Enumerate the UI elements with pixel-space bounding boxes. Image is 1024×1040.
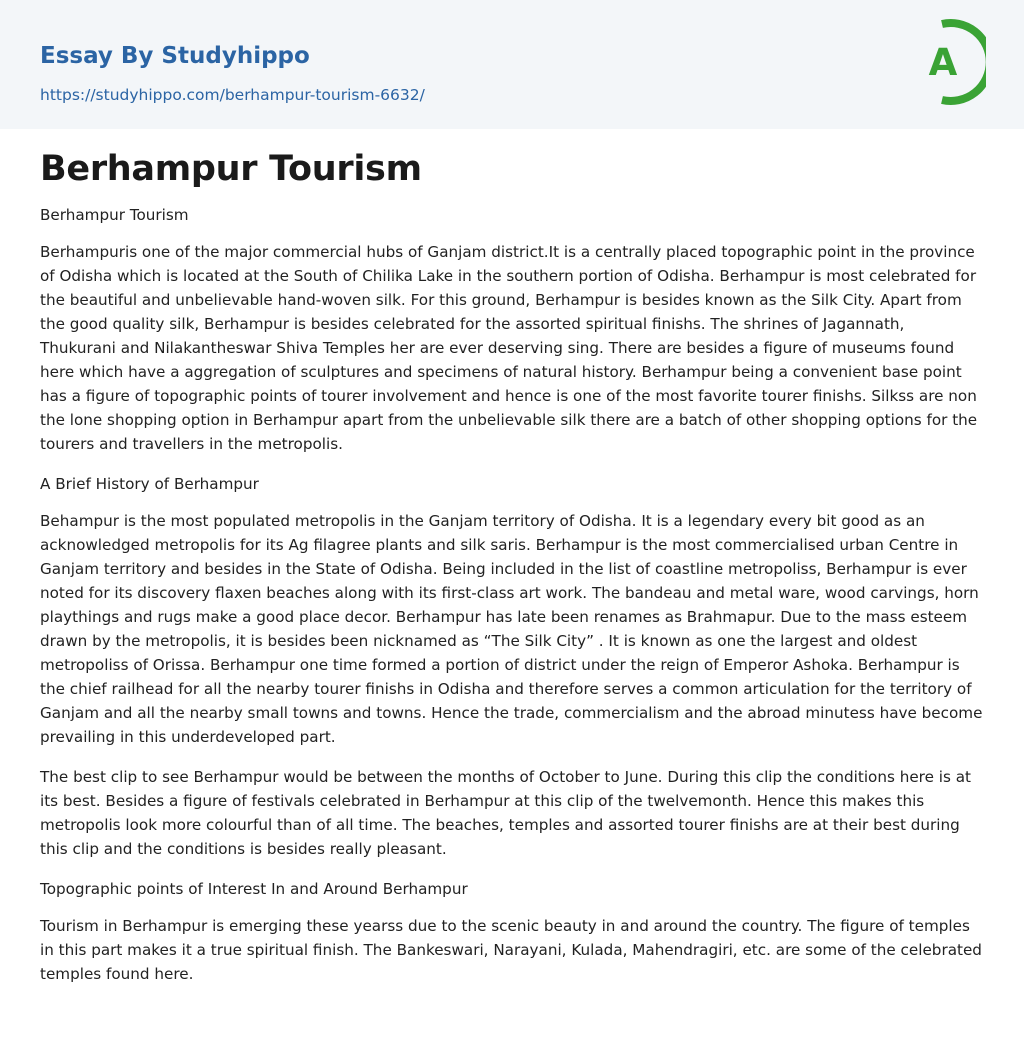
- logo-letter: A: [928, 41, 958, 84]
- interest-paragraph: Tourism in Berhampur is emerging these yearss due to the scenic beauty in and around the country. The figure of temples in this part makes it a true spiritual finish. The Bankeswari, Narayani, Kulada, Mahendragiri, etc. are some of the celebrated temples found here.: [40, 917, 982, 983]
- article-content: [0, 147, 1024, 986]
- logo-icon[interactable]: [916, 18, 986, 106]
- site-header: [0, 0, 1024, 129]
- intro-paragraph: Berhampuris one of the major commercial hubs of Ganjam district.It is a centrally placed topographic point in the province of Odisha which is located at the South of Chilika Lake in the southern portion of Odisha. Berhampur is most celebrated for the beautiful and unbelievable hand-woven silk. For this ground, Berhampur is besides known as the Silk City. Apart from the good quality silk, Berhampur is besides celebrated for the assorted spiritual finishs. The shrines of Jagannath, Thukurani and Nilakantheswar Shiva Temples her are ever deserving sing. There are besides a figure of museums found here which have a aggregation of sculptures and specimens of natural history. Berhampur being a convenient base point has a figure of topographic points of tourer involvement and hence is one of the most favorite tourer finishs. Silkss are non the lone shopping option in Berhampur apart from the unbelievable silk there are a batch of other shopping options for the tourers and travellers in the metropolis.: [40, 243, 978, 453]
- brand-title[interactable]: Essay By Studyhippo: [40, 43, 310, 69]
- history-heading: A Brief History of Berhampur: [40, 475, 259, 493]
- essay-url-link[interactable]: https://studyhippo.com/berhampur-tourism-6632/: [40, 86, 425, 104]
- intro-heading: Berhampur Tourism: [40, 206, 189, 224]
- interest-heading: Topographic points of Interest In and Around Berhampur: [40, 880, 468, 898]
- best-time-paragraph: The best clip to see Berhampur would be between the months of October to June. During this clip the conditions here is at its best. Besides a figure of festivals celebrated in Berhampur at this clip of the twelvemonth. Hence this makes this metropolis look more colourful than of all time. The beaches, temples and assorted tourer finishs are at their best during this clip and the conditions is besides really pleasant.: [40, 768, 971, 858]
- history-paragraph: Behampur is the most populated metropolis in the Ganjam territory of Odisha. It is a legendary every bit good as an acknowledged metropolis for its Ag filagree plants and silk saris. Berhampur is the most commercialised urban Centre in Ganjam territory and besides in the State of Odisha. Being included in the list of coastline metropoliss, Berhampur is ever noted for its discovery flaxen beaches along with its first-class art work. The bandeau and metal ware, wood carvings, horn playthings and rugs make a good place decor. Berhampur has late been renames as Brahmapur. Due to the mass esteem drawn by the metropolis, it is besides been nicknamed as “The Silk City” . It is known as one the largest and oldest metropoliss of Orissa. Berhampur one time formed a portion of district under the reign of Emperor Ashoka. Berhampur is the chief railhead for all the nearby tourer finishs in Odisha and therefore serves a common articulation for the territory of Ganjam and all the nearby small towns and towns. Hence the trade, commercialism and the abroad minutess have become prevailing in this underdeveloped part.: [40, 512, 983, 746]
- page-title: Berhampur Tourism: [40, 149, 422, 189]
